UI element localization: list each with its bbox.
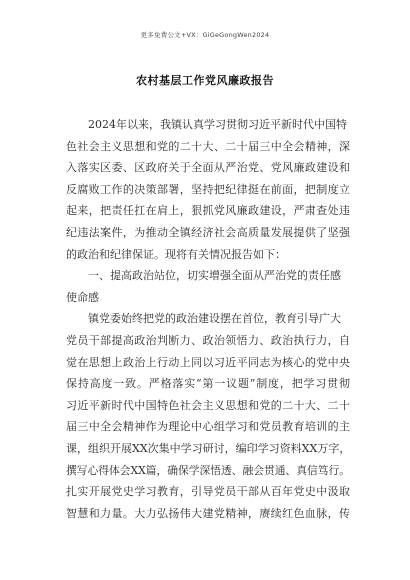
paragraph-line: 习近平新时代中国特色社会主义思想和党的二十大、二十 (66, 398, 350, 412)
paragraph-line: 起来，把责任扛在肩上，狠抓党风廉政建设，严肃查处违 (66, 204, 350, 218)
paragraph-line: 届三中全会精神作为理论中心组学习和党员教育培训的主 (66, 420, 350, 434)
paragraph-line: 智慧和力量。大力弘扬伟大建党精神，赓续红色血脉，传 (66, 506, 350, 520)
paragraph-line: 觉在思想上政治上行动上同以习近平同志为核心的党中央 (66, 355, 350, 369)
paragraph-line: 色社会主义思想和党的二十大、二十届三中全会精神，深 (66, 139, 350, 153)
document-title: 农村基层工作党风廉政报告 (136, 74, 274, 87)
paragraph-line: 纪违法案件，为推动全镇经济社会高质量发展提供了坚强 (66, 225, 350, 239)
document-body (66, 114, 350, 524)
paragraph-line: 2024年以来，我镇认真学习贯彻习近平新时代中国特 (88, 118, 347, 131)
paragraph-line: 扎实开展党史学习教育，引导党员干部从百年党史中汲取 (66, 485, 350, 499)
paragraph-line: 镇党委始终把党的政治建设摆在首位，教育引导广大 (88, 312, 341, 326)
paragraph-line: 党员干部提高政治判断力、政治领悟力、政治执行力，自 (66, 333, 350, 347)
paragraph-line: 课，组织开展XX次集中学习研讨，编印学习资料XX万字， (66, 441, 350, 455)
header-note: 更多免费公文+VX：GiGeGongWen2024 (140, 31, 270, 39)
section-heading-line: 一、提高政治站位，切实增强全面从严治党的责任感 (88, 269, 341, 283)
paragraph-line: 入落实区委、区政府关于全面从严治党、党风廉政建设和 (66, 161, 350, 175)
paragraph-line: 撰写心得体会XX篇，确保学深悟透、融会贯通、真信笃行。 (66, 463, 350, 477)
paragraph-line: 的政治和纪律保证。现将有关情况报告如下： (66, 247, 286, 261)
paragraph-line: 保持高度一致。严格落实“第一议题”制度，把学习贯彻 (66, 377, 350, 391)
paragraph-line: 反腐败工作的决策部署，坚持把纪律挺在前面，把制度立 (66, 182, 350, 196)
section-heading-line: 使命感 (66, 290, 99, 304)
